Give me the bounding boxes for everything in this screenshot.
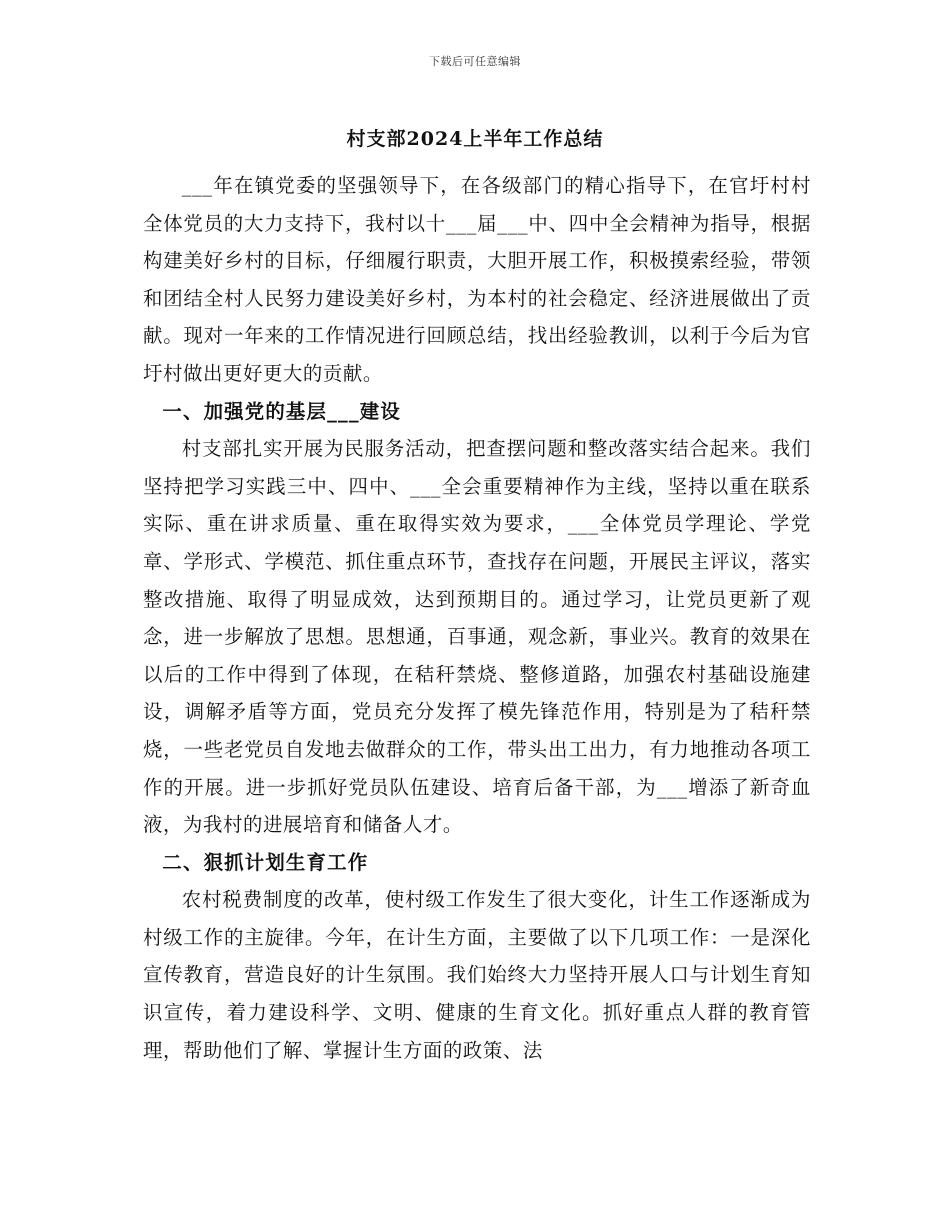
page-header-note: 下载后可任意编辑 <box>429 55 521 68</box>
section-body-family-planning: 农村税费制度的改革，使村级工作发生了很大变化，计生工作逐渐成为村级工作的主旋律。今年，在计生方面，主要做了以下几项工作：一是深化宣传教育，营造良好的计生氛围。我们始终大力坚持开展人口与计划生育知识宣传，着力建设科学、文明、健康的生育文化。抓好重点人群的教育管理，帮助他们了解、掌握计生方面的政策、法 <box>143 888 811 1062</box>
document-title: 村支部2024上半年工作总结 <box>346 128 604 150</box>
section-body-party-building: 村支部扎实开展为民服务活动，把查摆问题和整改落实结合起来。我们坚持把学习实践三中、四中、___全会重要精神作为主线，坚持以重在联系实际、重在讲求质量、重在取得实效为要求，___全体党员学理论、学党章、学形式、学模范、抓住重点环节，查找存在问题，开展民主评议，落实整改措施、取得了明显成效，达到预期目的。通过学习，让党员更新了观念，进一步解放了思想。思想通，百事通，观念新，事业兴。教育的效果在以后的工作中得到了体现，在秸秆禁烧、整修道路，加强农村基础设施建设，调解矛盾等方面，党员充分发挥了模先锋范作用，特别是为了秸秆禁烧，一些老党员自发地去做群众的工作，带头出工出力，有力地推动各项工作的开展。进一步抓好党员队伍建设、培育后备干部，为___增添了新奇血液，为我村的进展培育和储备人才。 <box>143 437 811 837</box>
section-heading-party-building: 一、加强党的基层___建设 <box>162 399 401 423</box>
section-heading-family-planning: 二、狠抓计划生育工作 <box>162 850 369 874</box>
document-body <box>143 167 811 1069</box>
intro-paragraph: ___年在镇党委的坚强领导下，在各级部门的精心指导下，在官圩村村全体党员的大力支持下，我村以十___届___中、四中全会精神为指导，根据构建美好乡村的目标，仔细履行职责，大胆开展工作，积极摸索经验，带领和团结全村人民努力建设美好乡村，为本村的社会稳定、经济进展做出了贡献。现对一年来的工作情况进行回顾总结，找出经验教训，以利于今后为官圩村做出更好更大的贡献。 <box>143 174 811 385</box>
